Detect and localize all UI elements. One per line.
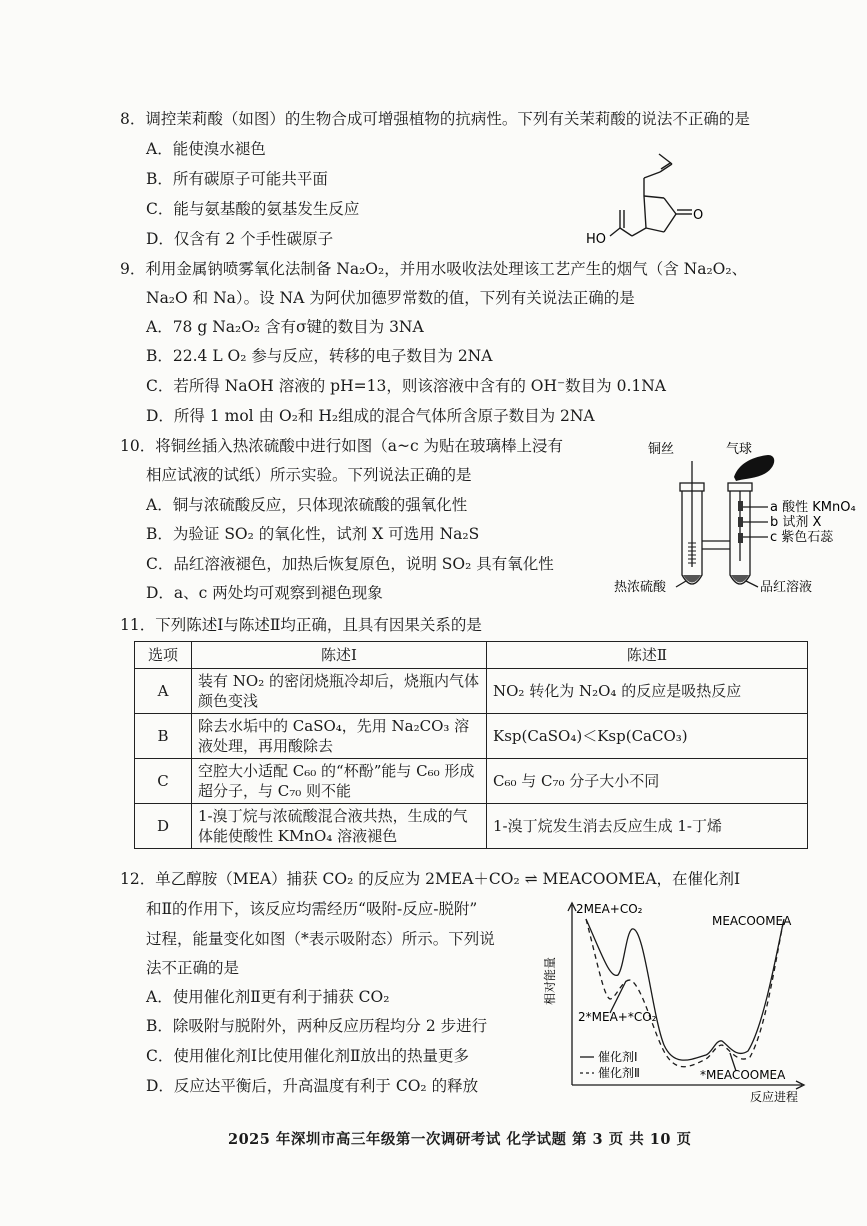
q10-stem-line1: 10．将铜丝插入热浓硫酸中进行如图（a~c 为贴在玻璃棒上浸有 [120, 437, 564, 455]
row-b-option: B [135, 714, 192, 759]
q10-option-a: A．铜与浓硫酸反应，只体现浓硫酸的强氧化性 [146, 496, 468, 514]
catalyst-2-curve [586, 919, 784, 1067]
balloon-label: 气球 [726, 442, 753, 457]
q12-stem-line2: 和Ⅱ的作用下，该反应均需经历“吸附-反应-脱附” [146, 900, 478, 918]
paper-a-label: a 酸性 KMnO₄ [770, 500, 856, 515]
fuchsin-label: 品红溶液 [760, 580, 813, 595]
row-a-statement-1: 装有 NO₂ 的密闭烧瓶冷却后，烧瓶内气体颜色变浅 [192, 669, 487, 714]
table-row [135, 804, 808, 849]
hydroxyl-label: HO [586, 232, 607, 247]
q10-option-b: B．为验证 SO₂ 的氧化性，试剂 X 可选用 Na₂S [146, 525, 480, 543]
page-footer: 2025 年深圳市高三年级第一次调研考试 化学试题 第 3 页 共 10 页 [228, 1131, 692, 1148]
q9-option-d: D．所得 1 mol 由 O₂和 H₂组成的混合气体所含原子数目为 2NA [146, 407, 595, 425]
table-header-row [135, 642, 808, 669]
row-c-option: C [135, 759, 192, 804]
adsorbed-product-label: *MEACOOMEA [700, 1068, 786, 1082]
q9-option-b: B．22.4 L O₂ 参与反应，转移的电子数目为 2NA [146, 347, 493, 365]
q10-option-d: D．a、c 两处均可观察到褪色现象 [146, 584, 383, 602]
row-d-statement-1: 1-溴丁烷与浓硫酸混合液共热，生成的气体能使酸性 KMnO₄ 溶液褪色 [192, 804, 487, 849]
row-d-statement-2: 1-溴丁烷发生消去反应生成 1-丁烯 [487, 804, 808, 849]
q11-stem: 11．下列陈述Ⅰ与陈述Ⅱ均正确，且具有因果关系的是 [120, 616, 482, 634]
header-option: 选项 [135, 642, 192, 669]
x-axis-label: 反应进程 [750, 1090, 799, 1104]
q8-option-c: C．能与氨基酸的氨基发生反应 [146, 200, 360, 218]
q12-option-b: B．除吸附与脱附外，两种反应历程均分 2 步进行 [146, 1017, 488, 1035]
row-d-option: D [135, 804, 192, 849]
paper-b [738, 517, 743, 527]
q9-stem-line1: 9．利用金属钠喷雾氧化法制备 Na₂O₂，并用水吸收法处理该工艺产生的烟气（含 Na₂O₂、 [120, 260, 748, 278]
paper-a [738, 501, 743, 511]
header-statement-1: 陈述Ⅰ [192, 642, 487, 669]
start-state-label: 2MEA+CO₂ [576, 902, 643, 916]
row-c-statement-2: C₆₀ 与 C₇₀ 分子大小不同 [487, 759, 808, 804]
copper-acid-apparatus [610, 435, 860, 605]
q12-stem-line1: 12．单乙醇胺（MEA）捕获 CO₂ 的反应为 2MEA＋CO₂ ⇌ MEACOOMEA，在催化剂Ⅰ [120, 870, 741, 888]
q9-option-a: A．78 g Na₂O₂ 含有σ键的数目为 3NA [146, 318, 424, 336]
row-a-option: A [135, 669, 192, 714]
q8-option-b: B．所有碳原子可能共平面 [146, 170, 328, 188]
q12-stem-line4: 法不正确的是 [146, 959, 240, 977]
row-a-statement-2: NO₂ 转化为 N₂O₄ 的反应是吸热反应 [487, 669, 808, 714]
q12-option-d: D．反应达平衡后，升高温度有利于 CO₂ 的释放 [146, 1077, 479, 1095]
copper-wire-label: 铜丝 [648, 442, 675, 457]
q12-option-a: A．使用催化剂Ⅱ更有利于捕获 CO₂ [146, 988, 390, 1006]
adsorbed-state-label: 2*MEA+*CO₂ [578, 1010, 657, 1024]
hot-acid-label: 热浓硫酸 [614, 580, 667, 595]
y-axis-label: 相对能量 [543, 956, 557, 1005]
q9-option-c: C．若所得 NaOH 溶液的 pH=13，则该溶液中含有的 OH⁻数目为 0.1NA [146, 377, 666, 395]
table-row [135, 714, 808, 759]
q8-stem: 8．调控茉莉酸（如图）的生物合成可增强植物的抗病性。下列有关茉莉酸的说法不正确的是 [120, 110, 750, 128]
paper-b-label: b 试剂 X [770, 515, 822, 530]
ketone-o-label: O [693, 208, 704, 223]
q9-stem-line2: Na₂O 和 Na）。设 NA 为阿伏加德罗常数的值，下列有关说法正确的是 [146, 289, 635, 307]
q8-option-d: D．仅含有 2 个手性碳原子 [146, 230, 334, 248]
paper-c-label: c 紫色石蕊 [770, 530, 834, 545]
q11-table [134, 641, 808, 849]
q12-stem-line3: 过程，能量变化如图（*表示吸附态）所示。下列说 [146, 930, 495, 948]
q10-stem-line2: 相应试液的试纸）所示实验。下列说法正确的是 [146, 466, 472, 484]
balloon-shape [734, 455, 774, 481]
q10-option-c: C．品红溶液褪色，加热后恢复原色，说明 SO₂ 具有氧化性 [146, 555, 554, 573]
q12-option-c: C．使用催化剂Ⅰ比使用催化剂Ⅱ放出的热量更多 [146, 1047, 470, 1065]
paper-c [738, 533, 743, 543]
end-state-label: MEACOOMEA [712, 914, 792, 928]
q8-option-a: A．能使溴水褪色 [146, 140, 266, 158]
row-b-statement-1: 除去水垢中的 CaSO₄，先用 Na₂CO₃ 溶液处理，再用酸除去 [192, 714, 487, 759]
row-b-statement-2: Ksp(CaSO₄)＜Ksp(CaCO₃) [487, 714, 808, 759]
header-statement-2: 陈述Ⅱ [487, 642, 808, 669]
table-row [135, 669, 808, 714]
row-c-statement-1: 空腔大小适配 C₆₀ 的“杯酚”能与 C₆₀ 形成超分子，与 C₇₀ 则不能 [192, 759, 487, 804]
legend-catalyst-1: 催化剂Ⅰ [598, 1050, 638, 1064]
energy-profile-diagram [540, 895, 810, 1105]
legend-catalyst-2: 催化剂Ⅱ [598, 1066, 640, 1080]
table-row [135, 759, 808, 804]
jasmonic-acid-structure [580, 150, 730, 250]
